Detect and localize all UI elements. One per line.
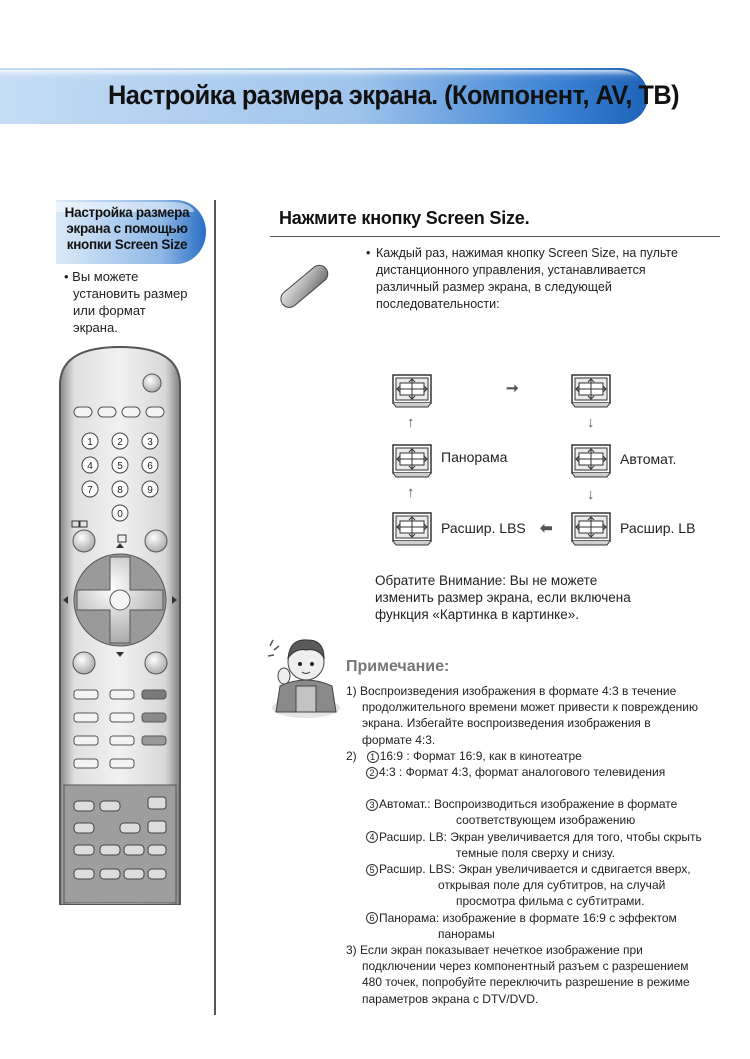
number-button-label: 9 — [147, 485, 153, 496]
sidebar-divider — [214, 200, 216, 1015]
screen-format-icon — [392, 444, 432, 478]
sidebar-badge-line: кнопки Screen Size — [66, 237, 188, 252]
number-button-label: 6 — [147, 461, 153, 472]
sidebar-note-line: установить размер — [73, 286, 188, 301]
number-button-label: 0 — [117, 509, 123, 520]
arrow-left-icon: ⬅ — [540, 520, 553, 537]
note-line: 3) Если экран показывает нечеткое изображение при — [346, 943, 643, 958]
note-line: продолжительного времени может привести к повреждению — [362, 700, 698, 715]
note-line: подключении через компонентный разъем с разрешением — [362, 959, 689, 974]
instruction-line: различный размер экрана, в следующей — [376, 280, 612, 294]
arrow-up-icon: ↑ — [407, 414, 415, 431]
arrow-up-icon: ↑ — [407, 484, 415, 501]
side-button-right — [145, 530, 167, 552]
page-title: Настройка размера экрана. (Компонент, AV, ТВ) — [108, 80, 679, 110]
sidebar-note — [64, 268, 204, 336]
number-button-label: 5 — [117, 461, 123, 472]
note-line: 16:9 : Формат 16:9, как в кинотеатре — [379, 748, 582, 763]
attention-line: Обратите Внимание: Вы не можете — [375, 573, 598, 588]
arrow-down-icon: ↓ — [587, 414, 595, 431]
screen-format-icon — [571, 444, 611, 478]
label-wide-lb: Расшир. LB — [620, 520, 696, 536]
thinking-character-illustration — [266, 628, 346, 718]
screen-size-button-illustration — [272, 262, 332, 310]
note-line: соответствующем изображению — [456, 813, 636, 828]
label-wide-lbs: Расшир. LBS — [441, 520, 526, 536]
label-auto: Автомат. — [620, 451, 677, 467]
arrow-right-icon: ➞ — [506, 380, 519, 397]
sidebar-badge-line: Настройка размера — [64, 205, 190, 220]
note-line: открывая поле для субтитров, на случай — [438, 878, 666, 893]
lower-left-button — [73, 652, 95, 674]
note-line: параметров экрана с DTV/DVD. — [362, 991, 539, 1006]
attention-line: функция «Картинка в картинке». — [375, 607, 579, 622]
section-heading: Нажмите кнопку Screen Size. — [279, 208, 530, 228]
note-body — [346, 683, 716, 1007]
arrow-down-icon: ↓ — [587, 486, 595, 503]
note-line: Расшир. LBS: Экран увеличивается и сдвигается вверх, — [379, 862, 691, 877]
sidebar-note-line: экрана. — [73, 320, 118, 335]
remote-control-illustration — [54, 345, 186, 905]
side-button-left — [73, 530, 95, 552]
note-line: 4:3 : Формат 4:3, формат аналогового телевидения — [379, 765, 666, 780]
number-button-label: 4 — [87, 461, 93, 472]
sidebar-badge-line: экрана с помощью — [66, 221, 188, 236]
circled-number: 3 — [366, 799, 378, 811]
instruction-line: последовательности: — [376, 297, 500, 311]
screen-format-icon — [571, 374, 611, 408]
bullet: • — [366, 246, 371, 260]
note-line: Расшир. LB: Экран увеличивается для того, чтобы скрыть — [379, 829, 702, 844]
circled-number: 4 — [366, 831, 378, 843]
sidebar-badge-text — [60, 205, 194, 253]
power-button — [143, 374, 161, 392]
lower-right-button — [145, 652, 167, 674]
instruction-line: дистанционного управления, устанавливается — [376, 263, 646, 277]
instruction-text — [366, 245, 706, 313]
screen-format-icon — [392, 374, 432, 408]
note-heading: Примечание: — [346, 658, 450, 675]
note-line: Панорама: изображение в формате 16:9 с эффектом — [379, 910, 677, 925]
heading-underline — [270, 236, 720, 237]
instruction-line: Каждый раз, нажимая кнопку Screen Size, на пульте — [376, 246, 678, 260]
note-line: экрана. Избегайте воспроизведения изображения в — [362, 716, 651, 731]
circled-number: 5 — [366, 864, 378, 876]
number-button-label: 3 — [147, 437, 153, 448]
attention-line: изменить размер экрана, если включена — [375, 590, 631, 605]
attention-text — [375, 572, 675, 623]
note-line: просмотра фильма с субтитрами. — [456, 894, 645, 909]
note-line: панорамы — [438, 926, 495, 941]
label-panorama: Панорама — [441, 449, 508, 465]
note-line: 1) Воспроизведения изображения в формате 4:3 в течение — [346, 684, 677, 698]
number-button-label: 7 — [87, 485, 93, 496]
number-button-label: 1 — [87, 437, 93, 448]
sidebar-note-line: • Вы можете — [64, 269, 139, 284]
note-line: темные поля сверху и снизу. — [456, 845, 615, 860]
number-button-label: 8 — [117, 485, 123, 496]
note-line: Автомат.: Воспроизводиться изображение в формате — [379, 797, 678, 812]
number-button-label: 2 — [117, 437, 123, 448]
circled-number: 2 — [366, 767, 378, 779]
screen-format-icon — [571, 512, 611, 546]
circled-number: 6 — [366, 912, 378, 924]
note-line: формате 4:3. — [362, 732, 436, 747]
note-line: 480 точек, попробуйте переключить разрешение в режиме — [362, 975, 690, 990]
sidebar-note-line: или формат — [73, 303, 146, 318]
note-item-number: 2) — [346, 748, 357, 763]
circled-number: 1 — [367, 751, 379, 763]
screen-format-icon — [392, 512, 432, 546]
